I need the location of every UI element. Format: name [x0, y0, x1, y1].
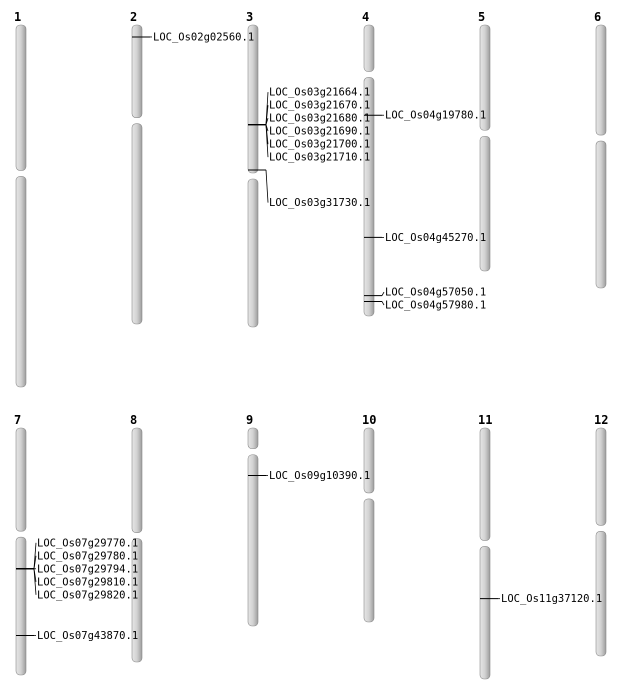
chromosome-label: 10 — [362, 413, 377, 427]
chromosome-10 — [362, 413, 376, 622]
gene-label: LOC_Os03g31730.1 — [269, 197, 371, 210]
chromosome-label: 6 — [594, 10, 602, 24]
chromosome-1-q-arm — [16, 176, 26, 387]
chromosome-12 — [594, 413, 608, 656]
chromosome-label: 7 — [14, 413, 22, 427]
gene-label: LOC_Os09g10390.1 — [269, 470, 371, 483]
chromosome-9-q-arm — [248, 455, 258, 626]
chromosome-label: 5 — [478, 10, 486, 24]
gene-connector — [382, 301, 384, 305]
gene-marker — [248, 470, 370, 482]
gene-marker — [248, 170, 370, 209]
chromosome-6-p-arm — [596, 25, 606, 135]
chromosome-label: 12 — [594, 413, 609, 427]
chromosome-3-q-arm — [248, 179, 258, 327]
chromosome-7-q-arm — [16, 537, 26, 675]
gene-marker — [364, 300, 486, 312]
gene-label: LOC_Os07g29794.1 — [37, 563, 139, 576]
gene-label: LOC_Os03g21690.1 — [269, 125, 371, 138]
gene-label: LOC_Os04g19780.1 — [385, 109, 487, 122]
chromosome-9-p-arm — [248, 428, 258, 449]
gene-label: LOC_Os07g29780.1 — [37, 550, 139, 563]
chromosome-6 — [594, 10, 606, 288]
chromosome-11-q-arm — [480, 546, 490, 679]
gene-label: LOC_Os04g57050.1 — [385, 286, 487, 299]
chromosome-2-p-arm — [132, 25, 142, 118]
chromosome-4-p-arm — [364, 25, 374, 71]
chromosome-label: 1 — [14, 10, 22, 24]
chromosome-3 — [246, 10, 258, 327]
gene-connector — [266, 170, 268, 203]
chromosome-label: 3 — [246, 10, 254, 24]
chromosome-10-p-arm — [364, 428, 374, 493]
gene-label: LOC_Os03g21700.1 — [269, 138, 371, 151]
gene-label: LOC_Os11g37120.1 — [501, 593, 603, 606]
chromosome-8-p-arm — [132, 428, 142, 533]
chromosome-5-q-arm — [480, 136, 490, 271]
gene-label: LOC_Os02g02560.1 — [153, 31, 255, 44]
chromosome-label: 4 — [362, 10, 370, 24]
gene-label: LOC_Os03g21670.1 — [269, 99, 371, 112]
gene-label: LOC_Os07g29810.1 — [37, 576, 139, 589]
chromosome-7-p-arm — [16, 428, 26, 531]
chromosome-10-q-arm — [364, 499, 374, 622]
gene-label: LOC_Os04g45270.1 — [385, 231, 487, 244]
chromosome-1-p-arm — [16, 25, 26, 170]
chromosome-label: 2 — [130, 10, 138, 24]
chromosome-11 — [478, 413, 492, 679]
gene-label: LOC_Os07g43870.1 — [37, 629, 139, 642]
chromosome-label: 11 — [478, 413, 493, 427]
chromosome-3-p-arm — [248, 25, 258, 173]
gene-label: LOC_Os07g29820.1 — [37, 589, 139, 602]
gene-marker — [16, 630, 138, 642]
chromosome-label: 9 — [246, 413, 254, 427]
chromosome-12-p-arm — [596, 428, 606, 525]
gene-marker — [132, 31, 254, 43]
gene-label: LOC_Os03g21710.1 — [269, 151, 371, 164]
gene-connector — [382, 292, 384, 296]
gene-marker — [364, 232, 486, 244]
chromosome-11-p-arm — [480, 428, 490, 540]
gene-label: LOC_Os04g57980.1 — [385, 299, 487, 312]
gene-marker — [364, 110, 486, 122]
chromosome-label: 8 — [130, 413, 138, 427]
chromosome-2-q-arm — [132, 124, 142, 324]
chromosome-1 — [14, 10, 26, 387]
gene-label: LOC_Os03g21664.1 — [269, 86, 371, 99]
gene-marker — [480, 593, 602, 605]
chromosome-9 — [246, 413, 258, 626]
chromosome-2 — [130, 10, 142, 324]
chromosome-6-q-arm — [596, 141, 606, 288]
gene-marker — [364, 287, 486, 299]
gene-label: LOC_Os03g21680.1 — [269, 112, 371, 125]
gene-label: LOC_Os07g29770.1 — [37, 537, 139, 550]
